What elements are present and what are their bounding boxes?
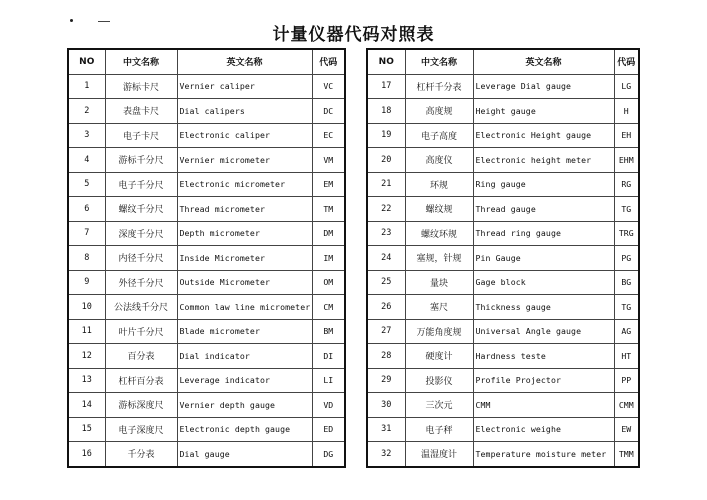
row-code: TMM: [614, 442, 639, 467]
row-no: 9: [68, 270, 105, 295]
row-no: 5: [68, 172, 105, 197]
table-row: [68, 74, 345, 99]
row-en-name: Depth micrometer: [177, 221, 312, 246]
row-no: 3: [68, 123, 105, 148]
row-en-name: Thread gauge: [473, 197, 614, 222]
table-row: [68, 221, 345, 246]
table-row: [367, 123, 639, 148]
table-row: [68, 172, 345, 197]
row-en-name: Blade micrometer: [177, 319, 312, 344]
table-row: [367, 295, 639, 320]
row-no: 4: [68, 148, 105, 173]
row-cn-name: 外径千分尺: [105, 270, 177, 295]
row-cn-name: 电子千分尺: [105, 172, 177, 197]
table-row: [367, 74, 639, 99]
row-no: 19: [367, 123, 405, 148]
row-cn-name: 投影仪: [405, 368, 473, 393]
row-no: 2: [68, 99, 105, 124]
row-cn-name: 环规: [405, 172, 473, 197]
row-code: EW: [614, 417, 639, 442]
row-code: VD: [312, 393, 345, 418]
header-en: 英文名称: [177, 49, 312, 74]
row-cn-name: 游标卡尺: [105, 74, 177, 99]
row-cn-name: 游标千分尺: [105, 148, 177, 173]
row-no: 20: [367, 148, 405, 173]
row-code: PG: [614, 246, 639, 271]
row-no: 30: [367, 393, 405, 418]
row-no: 14: [68, 393, 105, 418]
row-en-name: Universal Angle gauge: [473, 319, 614, 344]
row-no: 23: [367, 221, 405, 246]
row-en-name: Electronic micrometer: [177, 172, 312, 197]
row-no: 27: [367, 319, 405, 344]
row-code: DG: [312, 442, 345, 467]
row-code: CM: [312, 295, 345, 320]
row-cn-name: 温湿度计: [405, 442, 473, 467]
row-no: 26: [367, 295, 405, 320]
row-cn-name: 三次元: [405, 393, 473, 418]
table-row: [68, 270, 345, 295]
row-no: 32: [367, 442, 405, 467]
table-row: [68, 246, 345, 271]
row-no: 13: [68, 368, 105, 393]
table-row: [68, 393, 345, 418]
table-row: [367, 393, 639, 418]
table-row: [68, 442, 345, 467]
table-row: [367, 344, 639, 369]
row-code: HT: [614, 344, 639, 369]
row-en-name: Common law line micrometer: [177, 295, 312, 320]
row-cn-name: 深度千分尺: [105, 221, 177, 246]
row-code: TM: [312, 197, 345, 222]
row-code: DC: [312, 99, 345, 124]
row-cn-name: 千分表: [105, 442, 177, 467]
row-en-name: Ring gauge: [473, 172, 614, 197]
row-code: TG: [614, 295, 639, 320]
table-row: [367, 442, 639, 467]
row-code: DM: [312, 221, 345, 246]
row-en-name: Leverage Dial gauge: [473, 74, 614, 99]
table-row: [367, 221, 639, 246]
table-row: [68, 295, 345, 320]
row-no: 15: [68, 417, 105, 442]
row-cn-name: 螺纹规: [405, 197, 473, 222]
row-code: BG: [614, 270, 639, 295]
header-code: 代码: [614, 49, 639, 74]
row-code: VM: [312, 148, 345, 173]
row-no: 21: [367, 172, 405, 197]
row-en-name: Thickness gauge: [473, 295, 614, 320]
row-code: RG: [614, 172, 639, 197]
row-en-name: Pin Gauge: [473, 246, 614, 271]
row-en-name: Temperature moisture meter: [473, 442, 614, 467]
table-row: [367, 172, 639, 197]
row-cn-name: 电子秤: [405, 417, 473, 442]
table-row: [367, 368, 639, 393]
row-cn-name: 杠杆百分表: [105, 368, 177, 393]
header-en: 英文名称: [473, 49, 614, 74]
row-code: TRG: [614, 221, 639, 246]
row-no: 17: [367, 74, 405, 99]
row-code: OM: [312, 270, 345, 295]
row-code: DI: [312, 344, 345, 369]
row-cn-name: 游标深度尺: [105, 393, 177, 418]
row-cn-name: 万能角度规: [405, 319, 473, 344]
header-code: 代码: [312, 49, 345, 74]
row-code: LI: [312, 368, 345, 393]
row-cn-name: 内径千分尺: [105, 246, 177, 271]
row-code: AG: [614, 319, 639, 344]
row-no: 24: [367, 246, 405, 271]
row-cn-name: 电子卡尺: [105, 123, 177, 148]
row-no: 11: [68, 319, 105, 344]
row-code: TG: [614, 197, 639, 222]
table-row: [367, 148, 639, 173]
table-row: [68, 368, 345, 393]
table-row: [68, 99, 345, 124]
header-cn: 中文名称: [105, 49, 177, 74]
row-cn-name: 塞规，针规: [405, 246, 473, 271]
row-en-name: Gage block: [473, 270, 614, 295]
row-cn-name: 螺纹千分尺: [105, 197, 177, 222]
row-no: 29: [367, 368, 405, 393]
row-no: 28: [367, 344, 405, 369]
row-no: 22: [367, 197, 405, 222]
row-cn-name: 表盘卡尺: [105, 99, 177, 124]
row-code: BM: [312, 319, 345, 344]
table-row: [68, 417, 345, 442]
row-en-name: Electronic caliper: [177, 123, 312, 148]
row-no: 12: [68, 344, 105, 369]
row-cn-name: 高度规: [405, 99, 473, 124]
row-cn-name: 公法线千分尺: [105, 295, 177, 320]
row-en-name: Leverage indicator: [177, 368, 312, 393]
row-code: VC: [312, 74, 345, 99]
row-code: LG: [614, 74, 639, 99]
row-en-name: Thread micrometer: [177, 197, 312, 222]
row-code: EC: [312, 123, 345, 148]
table-row: [68, 123, 345, 148]
row-code: ED: [312, 417, 345, 442]
table-row: [367, 197, 639, 222]
row-code: CMM: [614, 393, 639, 418]
table-row: [367, 319, 639, 344]
row-no: 10: [68, 295, 105, 320]
row-en-name: Hardness teste: [473, 344, 614, 369]
header-no: NO: [367, 49, 405, 74]
row-cn-name: 杠杆千分表: [405, 74, 473, 99]
table-row: [367, 246, 639, 271]
row-no: 31: [367, 417, 405, 442]
header-no: NO: [68, 49, 105, 74]
row-no: 6: [68, 197, 105, 222]
row-en-name: CMM: [473, 393, 614, 418]
row-no: 18: [367, 99, 405, 124]
table-header-row: [367, 49, 639, 74]
row-code: PP: [614, 368, 639, 393]
row-cn-name: 硬度计: [405, 344, 473, 369]
row-cn-name: 量块: [405, 270, 473, 295]
row-cn-name: 百分表: [105, 344, 177, 369]
table-row: [367, 417, 639, 442]
row-en-name: Inside Micrometer: [177, 246, 312, 271]
row-code: EH: [614, 123, 639, 148]
table-header-row: [68, 49, 345, 74]
row-no: 1: [68, 74, 105, 99]
table-row: [68, 319, 345, 344]
row-en-name: Vernier depth gauge: [177, 393, 312, 418]
row-cn-name: 螺纹环规: [405, 221, 473, 246]
code-table-right: [366, 48, 640, 468]
row-no: 7: [68, 221, 105, 246]
row-cn-name: 叶片千分尺: [105, 319, 177, 344]
table-row: [367, 270, 639, 295]
row-en-name: Dial gauge: [177, 442, 312, 467]
row-en-name: Thread ring gauge: [473, 221, 614, 246]
row-en-name: Dial indicator: [177, 344, 312, 369]
table-row: [367, 99, 639, 124]
table-row: [68, 148, 345, 173]
row-en-name: Profile Projector: [473, 368, 614, 393]
row-no: 16: [68, 442, 105, 467]
row-en-name: Height gauge: [473, 99, 614, 124]
row-en-name: Dial calipers: [177, 99, 312, 124]
row-code: IM: [312, 246, 345, 271]
row-cn-name: 塞尺: [405, 295, 473, 320]
row-cn-name: 电子深度尺: [105, 417, 177, 442]
row-en-name: Electronic Height gauge: [473, 123, 614, 148]
row-code: EM: [312, 172, 345, 197]
row-code: EHM: [614, 148, 639, 173]
row-en-name: Vernier micrometer: [177, 148, 312, 173]
page-title: 计量仪器代码对照表: [272, 25, 435, 45]
code-table-left: [67, 48, 346, 468]
table-row: [68, 344, 345, 369]
row-en-name: Outside Micrometer: [177, 270, 312, 295]
row-no: 8: [68, 246, 105, 271]
row-en-name: Vernier caliper: [177, 74, 312, 99]
row-en-name: Electronic height meter: [473, 148, 614, 173]
table-row: [68, 197, 345, 222]
row-en-name: Electronic weighe: [473, 417, 614, 442]
row-en-name: Electronic depth gauge: [177, 417, 312, 442]
row-cn-name: 高度仪: [405, 148, 473, 173]
row-cn-name: 电子高度: [405, 123, 473, 148]
header-cn: 中文名称: [405, 49, 473, 74]
row-code: H: [614, 99, 639, 124]
row-no: 25: [367, 270, 405, 295]
